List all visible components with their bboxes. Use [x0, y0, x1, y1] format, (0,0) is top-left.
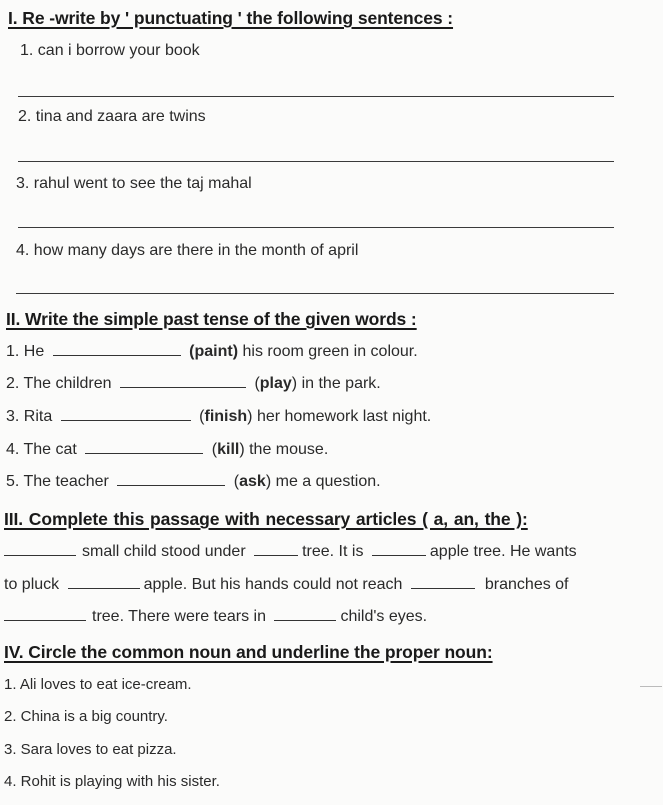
fill-blank[interactable] [117, 484, 225, 486]
answer-line-1 [18, 96, 614, 97]
verb-word: finish [204, 408, 248, 425]
section-4-item-4: 4. Rohit is playing with his sister. [4, 773, 220, 790]
item-suffix: her homework last night. [256, 408, 432, 425]
section-1-item-1: 1. can i borrow your book [20, 42, 200, 59]
passage-line-3 [4, 608, 427, 626]
section-1-item-2: 2. tina and zaara are twins [18, 108, 206, 125]
section-1-item-3: 3. rahul went to see the taj mahal [16, 175, 252, 192]
item-suffix: his room green in colour. [242, 343, 418, 360]
answer-line-3 [18, 227, 614, 228]
scan-mark [640, 686, 662, 687]
section-4-heading: IV. Circle the common noun and underline the proper noun: [4, 642, 493, 662]
section-2-item-5 [6, 473, 381, 491]
item-prefix: 5. The teacher [6, 473, 109, 490]
passage-text: to pluck [4, 576, 60, 593]
verb-word: ask [239, 473, 266, 490]
verb-hint: (play) [254, 375, 298, 392]
verb-word: play [259, 375, 292, 392]
passage-line-2 [4, 576, 569, 594]
item-prefix: 2. The children [6, 375, 112, 392]
section-2-item-3 [6, 408, 431, 426]
fill-blank[interactable] [53, 354, 181, 356]
section-2-item-4 [6, 441, 328, 459]
article-blank[interactable] [372, 554, 426, 556]
section-1-item-4: 4. how many days are there in the month of april [16, 242, 359, 259]
article-blank[interactable] [4, 554, 76, 556]
passage-text: apple. But his hands could not reach [143, 576, 403, 593]
section-2-heading: II. Write the simple past tense of the given words : [6, 309, 417, 329]
section-3-heading: III. Complete this passage with necessary articles ( a, an, the ): [4, 509, 528, 529]
verb-hint: (finish) [199, 408, 253, 425]
answer-line-2 [18, 161, 614, 162]
passage-text: tree. There were tears in [92, 608, 267, 625]
passage-text: branches of [484, 576, 569, 593]
fill-blank[interactable] [61, 419, 191, 421]
passage-text: child's eyes. [340, 608, 428, 625]
section-2-item-2 [6, 375, 381, 393]
answer-line-4 [16, 293, 614, 294]
article-blank[interactable] [274, 619, 336, 621]
section-4-item-1: 1. Ali loves to eat ice-cream. [4, 676, 192, 693]
verb-hint: (ask) [233, 473, 272, 490]
passage-text: small child stood under [82, 543, 246, 560]
section-1-heading: I. Re -write by ' punctuating ' the following sentences : [8, 8, 454, 28]
item-suffix: the mouse. [249, 441, 329, 458]
passage-text: tree. It is [302, 543, 364, 560]
article-blank[interactable] [68, 587, 140, 589]
item-suffix: in the park. [301, 375, 381, 392]
passage-text: apple tree. He wants [429, 543, 577, 560]
item-prefix: 1. He [6, 343, 45, 360]
section-4-item-3: 3. Sara loves to eat pizza. [4, 741, 177, 758]
item-prefix: 3. Rita [6, 408, 53, 425]
fill-blank[interactable] [120, 386, 246, 388]
passage-line-1 [4, 543, 577, 561]
section-2-item-1 [6, 343, 418, 361]
fill-blank[interactable] [85, 452, 203, 454]
verb-hint: (kill) [211, 441, 245, 458]
item-prefix: 4. The cat [6, 441, 77, 458]
section-4-item-2: 2. China is a big country. [4, 708, 168, 725]
verb-word: kill [217, 441, 240, 458]
article-blank[interactable] [4, 619, 86, 621]
article-blank[interactable] [411, 587, 475, 589]
item-suffix: me a question. [275, 473, 381, 490]
verb-hint: (paint) [189, 343, 239, 360]
article-blank[interactable] [254, 554, 298, 556]
